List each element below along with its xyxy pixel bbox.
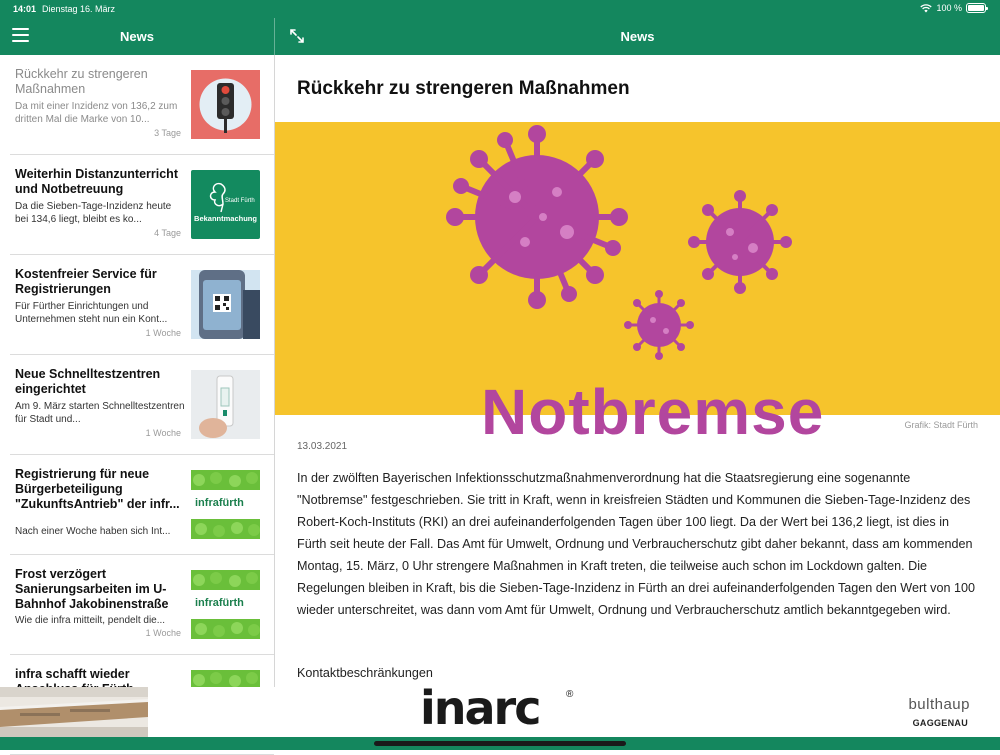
list-item-age: 4 Tage [154, 228, 181, 238]
ad-banner[interactable] [0, 681, 1000, 737]
infra-thumbnail [191, 570, 260, 639]
infra-logo-text: infrafürth [195, 597, 244, 609]
list-item-age: 1 Woche [145, 628, 181, 638]
list-item-title: infra schafft wieder [15, 667, 130, 681]
virus-icon [446, 125, 628, 309]
list-item-title: Kostenfreier Service für Registrierungen [15, 267, 157, 296]
article-title: Rückkehr zu strengeren Maßnahmen [297, 78, 630, 99]
traffic-light-thumbnail [191, 70, 260, 139]
list-title: News [120, 29, 154, 44]
infra-thumbnail [191, 470, 260, 539]
test-strip-thumbnail [191, 370, 260, 439]
list-item-title: Neue Schnelltestzentren eingerichtet [15, 367, 161, 396]
registered-mark: ® [566, 689, 574, 700]
list-item[interactable] [10, 555, 274, 655]
list-item-teaser: Da mit einer Inzidenz von 136,2 zum dritten Mal die Marke von 10... [15, 101, 178, 125]
list-item-title: Rückkehr zu strengeren Maßnahmen [15, 67, 148, 96]
list-item-teaser: Für Fürther Einrichtungen und Unternehmen steht nun ein Kont... [15, 301, 168, 325]
battery-icon [966, 3, 986, 13]
article-date: 13.03.2021 [297, 441, 348, 452]
battery-percent: 100 % [936, 3, 962, 13]
virus-icon [624, 290, 694, 360]
infra-logo-text: infrafürth [195, 497, 244, 509]
thumb-label: Bekanntmachung [194, 214, 257, 223]
list-navbar [0, 18, 274, 55]
list-item-teaser: Nach einer Woche haben sich Int... [15, 526, 171, 537]
article-detail [275, 55, 1000, 687]
qr-phone-thumbnail [191, 270, 260, 339]
hero-headline: Notbremse [481, 376, 825, 448]
status-time: 14:01 [13, 4, 37, 14]
image-caption: Grafik: Stadt Fürth [904, 420, 978, 430]
article-body: In der zwölften Bayerischen Infektionsschutzmaßnahmenverordnung hat die Staatsregierung eine sogenannte "Notbremse" festgeschrieben. Sie tritt in Kraft, wenn in kreisfreien Städten und Kommunen die Sieben-Tage-Inzidenz des Robert-Koch-Instituts (RKI) an drei aufeinanderfolgenden Tagen über 100 liegt. Da der Wert bei 136,2 liegt, ist dies in Fürth seit heute der Fall. Das Amt für Umwelt, Ordnung und Verbraucherschutz gibt daher bekannt, dass am kommenden Montag, 15. März, 0 Uhr strengere Maßnahmen in Kraft treten, die teilweise auch schon im Lockdown galten. Die Regelungen bleiben in Kraft, bis die Sieben-Tage-Inzidenz in Fürth an drei aufeinanderfolgenden Tagen den Wert von 100 wieder unterschreitet, was dann vom Amt für Umwelt, Ordnung und Verbraucherschutz amtlich bekanntgegeben wird. [297, 471, 975, 617]
bulthaup-logo: bulthaup [908, 696, 970, 713]
list-item-title: Frost verzögert Sanierungsarbeiten im U-Bahnhof Jakobinenstraße [15, 567, 169, 611]
gaggenau-logo: GAGGENAU [912, 718, 968, 728]
status-bar [0, 0, 1000, 18]
list-item-title: Registrierung für neue Bürgerbeteiligung "ZukunftsAntrieb" der infr... [15, 467, 180, 511]
thumb-city: Stadt Fürth [225, 198, 255, 204]
bekanntmachung-thumbnail [191, 170, 260, 239]
status-right [920, 3, 986, 13]
news-list [0, 55, 274, 687]
detail-navbar [275, 18, 1000, 55]
home-indicator[interactable] [374, 741, 626, 746]
list-item-teaser: Wie die infra mitteilt, pendelt die... [15, 615, 166, 626]
list-item[interactable] [10, 455, 274, 555]
list-item-age: 3 Tage [154, 128, 181, 138]
kitchen-image [0, 687, 148, 737]
wifi-icon [920, 4, 932, 13]
list-item[interactable] [10, 355, 274, 455]
detail-title: News [620, 29, 655, 44]
list-item-age: 1 Woche [145, 428, 181, 438]
list-item-teaser: Da die Sieben-Tage-Inzidenz heute bei 134,6 liegt, bleibt es ko... [15, 201, 172, 225]
list-item-title: Weiterhin Distanzunterricht und Notbetreuung [15, 167, 178, 196]
list-item-teaser: Am 9. März starten Schnelltestzentren für Stadt und... [15, 401, 185, 425]
article-subheading: Kontaktbeschränkungen [297, 666, 433, 680]
list-item[interactable] [10, 255, 274, 355]
list-item[interactable] [10, 55, 274, 155]
inarc-logo: inarc [420, 681, 540, 735]
list-item-age: 1 Woche [145, 328, 181, 338]
list-item[interactable] [10, 155, 274, 255]
status-date: Dienstag 16. März [42, 4, 116, 14]
